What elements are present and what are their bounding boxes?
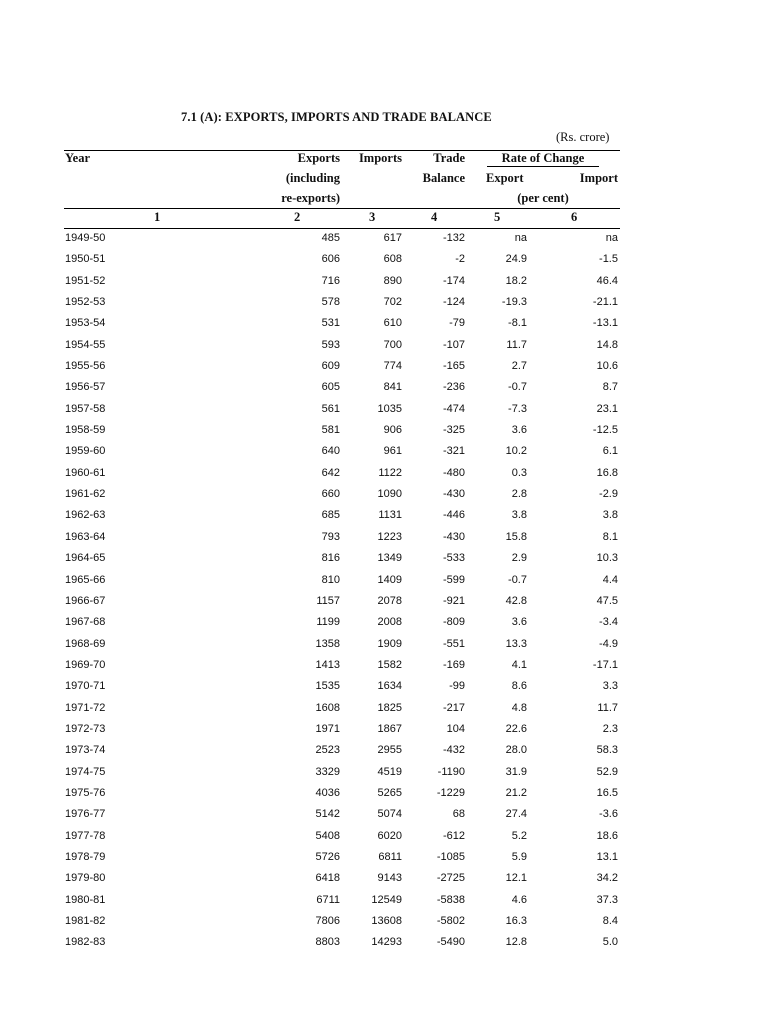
imports-cell: 702 bbox=[383, 296, 402, 309]
year-cell: 1962-63 bbox=[65, 509, 106, 522]
exports-cell: 1413 bbox=[315, 658, 340, 671]
header-exports-reexports: re-exports) bbox=[281, 191, 340, 205]
export-change-cell: 21.2 bbox=[505, 786, 527, 799]
exports-cell: 4036 bbox=[315, 786, 340, 799]
exports-cell: 609 bbox=[321, 360, 340, 373]
header-year: Year bbox=[65, 151, 90, 165]
year-cell: 1981-82 bbox=[65, 915, 106, 927]
table-row bbox=[0, 890, 768, 911]
imports-cell: 1090 bbox=[377, 488, 402, 501]
year-cell: 1955-56 bbox=[65, 360, 106, 373]
year-cell: 1972-73 bbox=[65, 722, 106, 735]
trade-balance-cell: -446 bbox=[442, 509, 465, 522]
table-row bbox=[0, 911, 768, 932]
import-change-cell: 8.7 bbox=[602, 381, 618, 394]
table-title: 7.1 (A): EXPORTS, IMPORTS AND TRADE BALANCE bbox=[181, 110, 492, 124]
imports-cell: 608 bbox=[383, 253, 402, 266]
table-row bbox=[0, 505, 768, 526]
imports-cell: 12549 bbox=[371, 893, 402, 906]
year-cell: 1973-74 bbox=[65, 744, 106, 757]
import-change-cell: 18.6 bbox=[596, 829, 618, 842]
export-change-cell: -0.7 bbox=[508, 381, 527, 394]
import-change-cell: -3.6 bbox=[599, 808, 618, 821]
year-cell: 1959-60 bbox=[65, 445, 106, 458]
import-change-cell: -3.4 bbox=[599, 616, 618, 629]
exports-cell: 581 bbox=[321, 424, 340, 437]
table-row bbox=[0, 676, 768, 697]
import-change-cell: 4.4 bbox=[602, 573, 618, 586]
year-cell: 1976-77 bbox=[65, 808, 106, 821]
trade-balance-cell: -809 bbox=[442, 616, 465, 629]
import-change-cell: 2.3 bbox=[602, 722, 618, 735]
export-change-cell: 2.8 bbox=[511, 488, 527, 501]
exports-cell: 531 bbox=[321, 317, 340, 330]
trade-balance-cell: -5838 bbox=[436, 893, 465, 906]
imports-cell: 1582 bbox=[377, 658, 402, 671]
import-change-cell: 10.6 bbox=[596, 360, 618, 373]
table-row bbox=[0, 292, 768, 313]
year-cell: 1968-69 bbox=[65, 637, 106, 650]
exports-cell: 1535 bbox=[315, 680, 340, 693]
export-change-cell: 12.1 bbox=[505, 872, 527, 885]
exports-cell: 8803 bbox=[315, 936, 340, 949]
table-body bbox=[0, 228, 768, 954]
trade-balance-cell: -430 bbox=[442, 488, 465, 501]
exports-cell: 5408 bbox=[315, 829, 340, 842]
imports-cell: 1122 bbox=[378, 466, 402, 479]
year-cell: 1975-76 bbox=[65, 786, 106, 799]
import-change-cell: 58.3 bbox=[596, 744, 618, 757]
year-cell: 1977-78 bbox=[65, 829, 106, 842]
export-change-cell: 18.2 bbox=[505, 274, 527, 287]
export-change-cell: 5.9 bbox=[511, 850, 527, 863]
year-cell: 1971-72 bbox=[65, 701, 106, 714]
export-change-cell: -19.3 bbox=[501, 296, 527, 309]
table-row bbox=[0, 377, 768, 398]
table-row bbox=[0, 249, 768, 270]
imports-cell: 6811 bbox=[378, 850, 402, 863]
export-change-cell: -7.3 bbox=[508, 402, 527, 415]
header-per-cent: (per cent) bbox=[517, 191, 569, 205]
trade-balance-cell: 68 bbox=[452, 808, 465, 821]
exports-cell: 640 bbox=[321, 445, 340, 458]
export-change-cell: 3.8 bbox=[511, 509, 527, 522]
import-change-cell: 16.8 bbox=[596, 466, 618, 479]
exports-cell: 578 bbox=[321, 296, 340, 309]
import-change-cell: 8.1 bbox=[602, 530, 618, 543]
table-row bbox=[0, 740, 768, 761]
import-change-cell: 46.4 bbox=[596, 274, 618, 287]
table-row bbox=[0, 570, 768, 591]
column-number: 5 bbox=[494, 210, 501, 224]
header-rate-of-change: Rate of Change bbox=[501, 151, 585, 165]
year-cell: 1952-53 bbox=[65, 296, 106, 309]
trade-balance-cell: -599 bbox=[442, 573, 465, 586]
export-change-cell: 11.7 bbox=[506, 338, 527, 351]
imports-cell: 1035 bbox=[377, 402, 402, 415]
trade-balance-cell: -2725 bbox=[436, 872, 465, 885]
column-number: 4 bbox=[431, 210, 438, 224]
export-change-cell: 8.6 bbox=[511, 680, 527, 693]
imports-cell: 13608 bbox=[371, 915, 402, 927]
exports-cell: 793 bbox=[321, 530, 340, 543]
table-row bbox=[0, 783, 768, 804]
year-cell: 1950-51 bbox=[65, 253, 106, 266]
export-change-cell: 42.8 bbox=[505, 594, 527, 607]
table-row bbox=[0, 484, 768, 505]
import-change-cell: -12.5 bbox=[592, 424, 618, 437]
year-cell: 1965-66 bbox=[65, 573, 106, 586]
trade-balance-cell: -124 bbox=[442, 296, 465, 309]
exports-cell: 6418 bbox=[315, 872, 340, 885]
year-cell: 1980-81 bbox=[65, 893, 106, 906]
trade-balance-cell: -533 bbox=[442, 552, 465, 565]
import-change-cell: 8.4 bbox=[602, 915, 618, 927]
trade-balance-cell: -321 bbox=[442, 445, 465, 458]
exports-cell: 5726 bbox=[315, 850, 340, 863]
imports-cell: 1909 bbox=[377, 637, 402, 650]
imports-cell: 2955 bbox=[377, 744, 402, 757]
import-change-cell: 13.1 bbox=[596, 850, 618, 863]
table-row bbox=[0, 228, 768, 249]
year-cell: 1969-70 bbox=[65, 658, 106, 671]
header-balance: Balance bbox=[422, 171, 465, 185]
export-change-cell: 2.7 bbox=[511, 360, 527, 373]
trade-balance-cell: -5802 bbox=[436, 915, 465, 927]
year-cell: 1974-75 bbox=[65, 765, 106, 778]
import-change-cell: 52.9 bbox=[596, 765, 618, 778]
trade-balance-cell: -132 bbox=[442, 232, 465, 244]
import-change-cell: -2.9 bbox=[599, 488, 618, 501]
imports-cell: 1825 bbox=[377, 701, 402, 714]
imports-cell: 906 bbox=[383, 424, 402, 437]
export-change-cell: 4.1 bbox=[511, 658, 527, 671]
export-change-cell: 27.4 bbox=[505, 808, 527, 821]
table-row bbox=[0, 634, 768, 655]
trade-balance-cell: -480 bbox=[442, 466, 465, 479]
table-row bbox=[0, 420, 768, 441]
trade-balance-cell: -236 bbox=[442, 381, 465, 394]
trade-balance-cell: -107 bbox=[442, 338, 465, 351]
trade-balance-cell: 104 bbox=[446, 722, 465, 735]
trade-balance-cell: -921 bbox=[442, 594, 465, 607]
export-change-cell: 5.2 bbox=[511, 829, 527, 842]
imports-cell: 5074 bbox=[377, 808, 402, 821]
exports-cell: 810 bbox=[321, 573, 340, 586]
year-cell: 1951-52 bbox=[65, 274, 106, 287]
export-change-cell: 13.3 bbox=[505, 637, 527, 650]
exports-cell: 1608 bbox=[315, 701, 340, 714]
trade-balance-cell: -1229 bbox=[436, 786, 465, 799]
imports-cell: 5265 bbox=[377, 786, 402, 799]
trade-balance-cell: -474 bbox=[442, 402, 465, 415]
exports-cell: 1971 bbox=[315, 722, 340, 735]
header-import-change: Import bbox=[579, 171, 618, 185]
imports-cell: 1409 bbox=[377, 573, 402, 586]
import-change-cell: 16.5 bbox=[596, 786, 618, 799]
table-row bbox=[0, 527, 768, 548]
table-row bbox=[0, 271, 768, 292]
exports-cell: 3329 bbox=[315, 765, 340, 778]
trade-balance-cell: -551 bbox=[442, 637, 465, 650]
header-imports: Imports bbox=[358, 151, 402, 165]
header-trade: Trade bbox=[433, 151, 465, 165]
export-change-cell: 3.6 bbox=[511, 616, 527, 629]
exports-cell: 605 bbox=[321, 381, 340, 394]
year-cell: 1963-64 bbox=[65, 530, 106, 543]
export-change-cell: 4.8 bbox=[511, 701, 527, 714]
export-change-cell: 15.8 bbox=[505, 530, 527, 543]
header-exports: Exports bbox=[297, 151, 340, 165]
imports-cell: 841 bbox=[383, 381, 402, 394]
year-cell: 1961-62 bbox=[65, 488, 106, 501]
year-cell: 1966-67 bbox=[65, 594, 106, 607]
column-number: 1 bbox=[154, 210, 161, 224]
import-change-cell: 23.1 bbox=[596, 402, 618, 415]
table-row bbox=[0, 463, 768, 484]
exports-cell: 7806 bbox=[315, 915, 340, 927]
exports-cell: 1358 bbox=[315, 637, 340, 650]
export-change-cell: -8.1 bbox=[508, 317, 527, 330]
import-change-cell: -1.5 bbox=[599, 253, 618, 266]
table-row bbox=[0, 826, 768, 847]
export-change-cell: -0.7 bbox=[508, 573, 527, 586]
import-change-cell: -4.9 bbox=[599, 637, 618, 650]
year-cell: 1954-55 bbox=[65, 338, 106, 351]
table-row bbox=[0, 335, 768, 356]
imports-cell: 9143 bbox=[377, 872, 402, 885]
imports-cell: 14293 bbox=[371, 936, 402, 949]
year-cell: 1957-58 bbox=[65, 402, 106, 415]
export-change-cell: 28.0 bbox=[505, 744, 527, 757]
table-row bbox=[0, 655, 768, 676]
import-change-cell: 11.7 bbox=[597, 701, 618, 714]
export-change-cell: 10.2 bbox=[505, 445, 527, 458]
table-row bbox=[0, 591, 768, 612]
exports-cell: 606 bbox=[321, 253, 340, 266]
column-number: 6 bbox=[571, 210, 578, 224]
export-change-cell: 31.9 bbox=[505, 765, 527, 778]
exports-cell: 685 bbox=[321, 509, 340, 522]
table-row bbox=[0, 762, 768, 783]
exports-cell: 2523 bbox=[315, 744, 340, 757]
export-change-cell: 24.9 bbox=[505, 253, 527, 266]
table-row bbox=[0, 313, 768, 334]
imports-cell: 890 bbox=[383, 274, 402, 287]
import-change-cell: 37.3 bbox=[596, 893, 618, 906]
trade-balance-cell: -174 bbox=[442, 274, 465, 287]
imports-cell: 700 bbox=[383, 338, 402, 351]
year-cell: 1949-50 bbox=[65, 232, 106, 244]
year-cell: 1978-79 bbox=[65, 850, 106, 863]
table-row bbox=[0, 399, 768, 420]
table-row bbox=[0, 356, 768, 377]
exports-cell: 6711 bbox=[316, 893, 340, 906]
import-change-cell: -13.1 bbox=[592, 317, 618, 330]
exports-cell: 1157 bbox=[316, 594, 340, 607]
exports-cell: 485 bbox=[321, 232, 340, 244]
export-change-cell: 2.9 bbox=[511, 552, 527, 565]
trade-balance-cell: -79 bbox=[449, 317, 465, 330]
unit-note: (Rs. crore) bbox=[556, 130, 610, 144]
table-row bbox=[0, 719, 768, 740]
trade-balance-cell: -169 bbox=[442, 658, 465, 671]
exports-cell: 642 bbox=[321, 466, 340, 479]
exports-cell: 660 bbox=[321, 488, 340, 501]
year-cell: 1953-54 bbox=[65, 317, 106, 330]
table-row bbox=[0, 932, 768, 953]
year-cell: 1958-59 bbox=[65, 424, 106, 437]
imports-cell: 1223 bbox=[377, 530, 402, 543]
year-cell: 1979-80 bbox=[65, 872, 106, 885]
trade-balance-cell: -217 bbox=[442, 701, 465, 714]
header-export-change: Export bbox=[486, 171, 524, 185]
import-change-cell: 34.2 bbox=[596, 872, 618, 885]
imports-cell: 6020 bbox=[377, 829, 402, 842]
import-change-cell: 14.8 bbox=[596, 338, 618, 351]
imports-cell: 2078 bbox=[377, 594, 402, 607]
table-row bbox=[0, 804, 768, 825]
table-row bbox=[0, 698, 768, 719]
trade-balance-cell: -5490 bbox=[436, 936, 465, 949]
export-change-cell: 0.3 bbox=[511, 466, 527, 479]
table-row bbox=[0, 847, 768, 868]
header-exports-including: (including bbox=[285, 171, 340, 185]
import-change-cell: 3.8 bbox=[602, 509, 618, 522]
import-change-cell: 3.3 bbox=[602, 680, 618, 693]
imports-cell: 1349 bbox=[377, 552, 402, 565]
year-cell: 1967-68 bbox=[65, 616, 106, 629]
imports-cell: 2008 bbox=[377, 616, 402, 629]
export-change-cell: 12.8 bbox=[505, 936, 527, 949]
exports-cell: 5142 bbox=[315, 808, 340, 821]
imports-cell: 610 bbox=[383, 317, 402, 330]
year-cell: 1964-65 bbox=[65, 552, 106, 565]
trade-balance-cell: -325 bbox=[442, 424, 465, 437]
import-change-cell: 5.0 bbox=[602, 936, 618, 949]
trade-balance-cell: -612 bbox=[442, 829, 465, 842]
exports-cell: 816 bbox=[321, 552, 340, 565]
export-change-cell: 16.3 bbox=[505, 915, 527, 927]
exports-cell: 561 bbox=[321, 402, 340, 415]
column-number: 3 bbox=[369, 210, 376, 224]
year-cell: 1960-61 bbox=[65, 466, 106, 479]
trade-balance-cell: -430 bbox=[442, 530, 465, 543]
trade-balance-cell: -1190 bbox=[437, 765, 465, 778]
year-cell: 1970-71 bbox=[65, 680, 106, 693]
import-change-cell: -21.1 bbox=[592, 296, 618, 309]
table-row bbox=[0, 441, 768, 462]
export-change-cell: 3.6 bbox=[511, 424, 527, 437]
table-row bbox=[0, 868, 768, 889]
export-change-cell: 22.6 bbox=[505, 722, 527, 735]
table-row bbox=[0, 612, 768, 633]
trade-balance-cell: -432 bbox=[442, 744, 465, 757]
export-change-cell: na bbox=[514, 232, 527, 244]
trade-balance-cell: -99 bbox=[449, 680, 465, 693]
import-change-cell: na bbox=[605, 232, 618, 244]
trade-balance-cell: -1085 bbox=[436, 850, 465, 863]
import-change-cell: 10.3 bbox=[596, 552, 618, 565]
header-mid-rule bbox=[64, 208, 620, 209]
table-row bbox=[0, 548, 768, 569]
imports-cell: 1634 bbox=[377, 680, 402, 693]
year-cell: 1956-57 bbox=[65, 381, 106, 394]
year-cell: 1982-83 bbox=[65, 936, 106, 949]
import-change-cell: 47.5 bbox=[596, 594, 618, 607]
import-change-cell: 6.1 bbox=[602, 445, 618, 458]
import-change-cell: -17.1 bbox=[592, 658, 618, 671]
imports-cell: 617 bbox=[383, 232, 402, 244]
imports-cell: 1867 bbox=[377, 722, 402, 735]
imports-cell: 961 bbox=[383, 445, 402, 458]
trade-balance-cell: -165 bbox=[442, 360, 465, 373]
imports-cell: 774 bbox=[383, 360, 402, 373]
imports-cell: 1131 bbox=[378, 509, 402, 522]
imports-cell: 4519 bbox=[377, 765, 402, 778]
exports-cell: 593 bbox=[321, 338, 340, 351]
trade-balance-cell: -2 bbox=[455, 253, 465, 266]
column-number: 2 bbox=[294, 210, 301, 224]
exports-cell: 1199 bbox=[316, 616, 340, 629]
export-change-cell: 4.6 bbox=[511, 893, 527, 906]
exports-cell: 716 bbox=[321, 274, 340, 287]
